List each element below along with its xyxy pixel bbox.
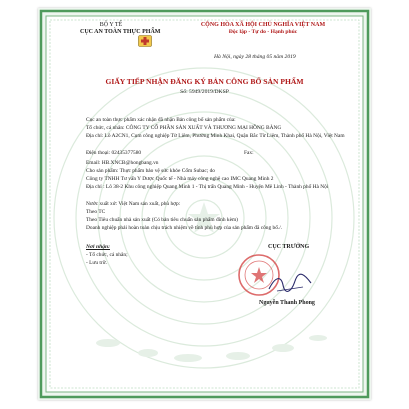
product-line: Cho sản phẩm: Thực phẩm bảo vệ sức khỏe Cốm Subac; do: [86, 168, 215, 174]
header-left: [80, 22, 161, 36]
certificate-document: [38, 8, 371, 400]
certificate-number: Số: 5949/2019/DKSP: [180, 89, 229, 95]
header-right: [183, 22, 343, 36]
signer-name: Nguyễn Thanh Phong: [259, 300, 315, 306]
manufacturer-line: Công ty TNHH Tư vấn Y Dược Quốc tế - Nhà máy công nghệ cao IMC Quang Minh 2: [86, 176, 274, 182]
commitment-line: Doanh nghiệp phải hoàn toàn chịu trách nhiệm về tính phù hợp của sản phẩm đã công bố./.: [86, 225, 283, 231]
email-line: Email: HB.XNCB@hongbang.vn: [86, 160, 159, 166]
standard-detail-line: Theo Tiêu chuẩn nhà sản xuất (Có bản tiêu chuẩn sản phẩm đính kèm): [86, 217, 238, 223]
recipients-label: Nơi nhận:: [86, 244, 110, 250]
handwritten-signature: [265, 271, 315, 297]
phone-line: Điện thoại: 02435377580: [86, 150, 142, 156]
signer-role: CỤC TRƯỞNG: [268, 244, 310, 250]
intro-line: Cục an toàn thực phẩm xác nhận đã nhận Bản công bố sản phẩm của:: [86, 117, 236, 123]
republic-name: CỘNG HÒA XÃ HỘI CHỦ NGHĨA VIỆT NAM: [200, 22, 326, 28]
fax-line: Fax:: [244, 150, 254, 156]
national-motto: Độc lập - Tự do - Hạnh phúc: [228, 29, 298, 35]
recipient-item: - Lưu trữ.: [86, 260, 107, 266]
organization-line: Tổ chức, cá nhân: CÔNG TY CỔ PHẦN SẢN XUẤT VÀ THƯƠNG MẠI HỒNG BÀNG: [86, 125, 282, 131]
manufacturer-address-line: Địa chỉ : Lô 38-2 Khu công nghiệp Quang Minh 1 - Thị trấn Quang Minh - Huyện Mê Linh - Thành phố Hà Nội: [86, 184, 329, 190]
department-name: CỤC AN TOÀN THỰC PHẨM: [80, 29, 161, 35]
address-line: Địa chỉ: Lô A2CN1, Cụm công nghiệp Từ Liêm, Phường Minh Khai, Quận Bắc Từ Liêm, Thành phố Hà Nội, Việt Nam: [86, 133, 345, 139]
recipient-item: - Tổ chức, cá nhân;: [86, 252, 128, 258]
certificate-title: GIẤY TIẾP NHẬN ĐĂNG KÝ BẢN CÔNG BỐ SẢN PHẨM: [105, 77, 304, 86]
origin-line: Nước xuất xứ: Việt Nam sản xuất, phù hợp:: [86, 201, 181, 207]
ministry-name: BỘ Y TẾ: [99, 22, 123, 28]
place-date: Hà Nội, ngày 28 tháng 05 năm 2019: [214, 54, 296, 60]
standard-line: Theo TC: [86, 209, 106, 215]
